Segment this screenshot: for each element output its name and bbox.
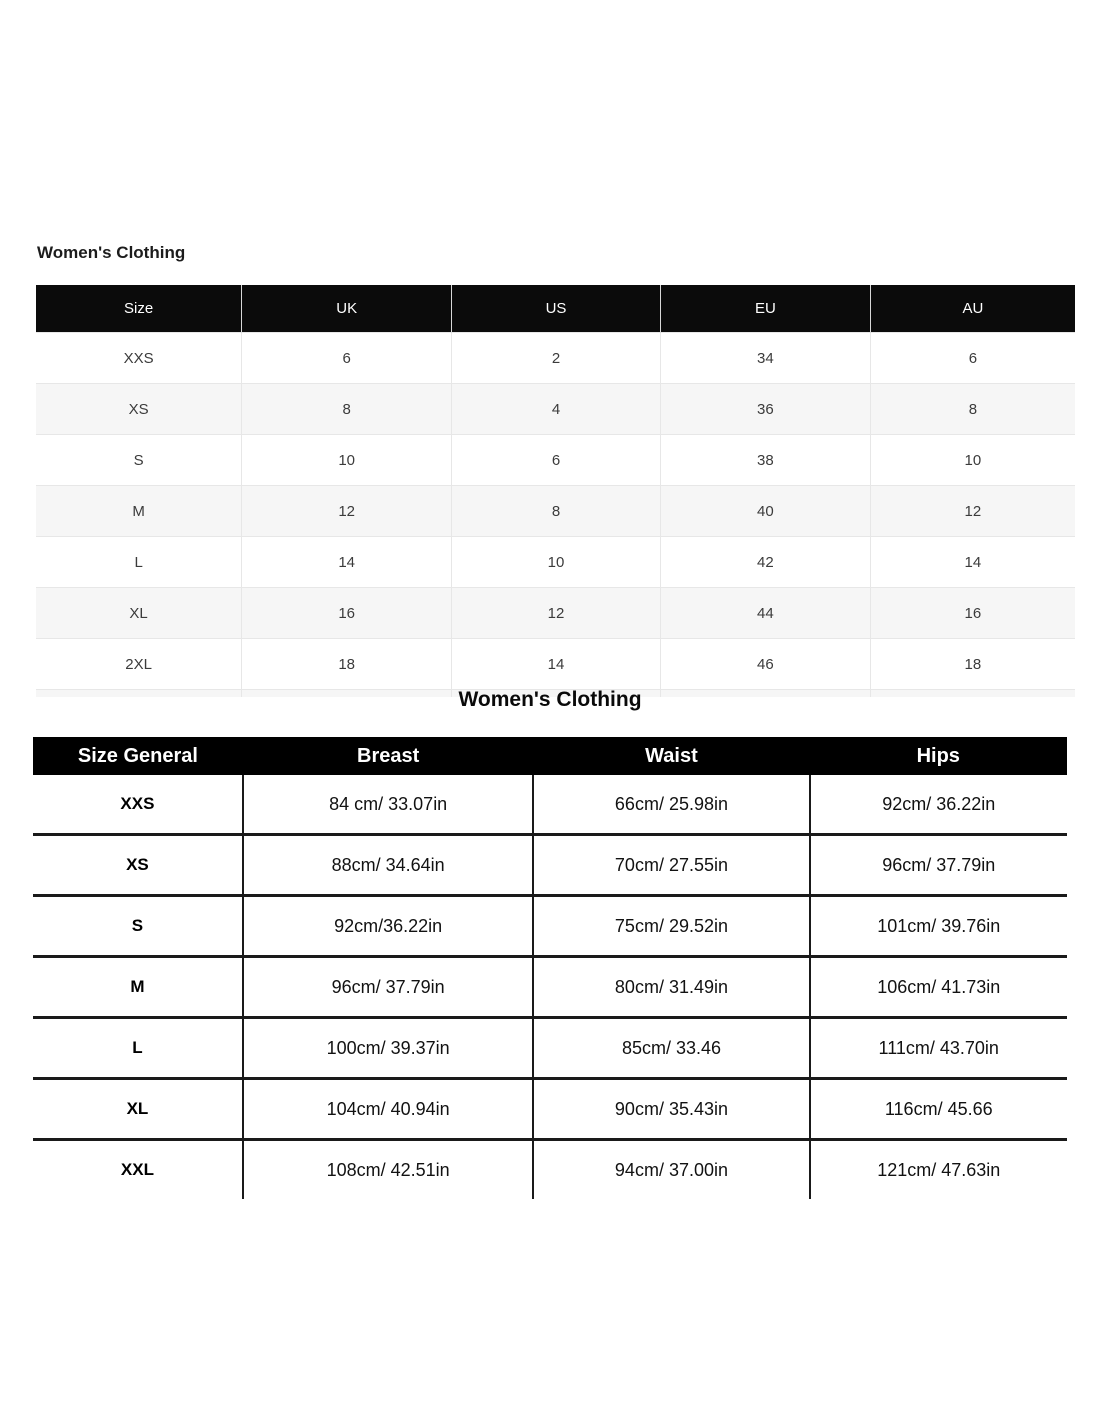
size-label-cell: S (36, 435, 242, 486)
table-row (33, 896, 1067, 957)
value-cell: 75cm/ 29.52in (533, 896, 809, 957)
page-title-measurements: Women's Clothing (458, 688, 642, 711)
value-cell: 121cm/ 47.63in (810, 1140, 1068, 1200)
column-header: US (452, 285, 661, 333)
size-label-cell: XS (36, 384, 242, 435)
value-cell: 101cm/ 39.76in (810, 896, 1068, 957)
size-label-cell: XXS (33, 775, 243, 835)
size-label-cell: XL (36, 588, 242, 639)
table-header-row (36, 285, 1075, 333)
value-cell: 4 (452, 384, 661, 435)
column-header: EU (660, 285, 870, 333)
value-cell: 111cm/ 43.70in (810, 1018, 1068, 1079)
value-cell: 18 (242, 639, 452, 690)
measurement-table (33, 737, 1067, 1199)
value-cell: 12 (452, 588, 661, 639)
table-row (33, 835, 1067, 896)
page-title-size-conversion: Women's Clothing (37, 243, 186, 262)
table-header-row (33, 737, 1067, 775)
value-cell: 70cm/ 27.55in (533, 835, 809, 896)
value-cell: 8 (870, 384, 1075, 435)
table-row (36, 333, 1075, 384)
value-cell: 6 (242, 333, 452, 384)
value-cell: 100cm/ 39.37in (243, 1018, 534, 1079)
value-cell: 96cm/ 37.79in (243, 957, 534, 1018)
size-label-cell: XL (33, 1079, 243, 1140)
size-label-cell: S (33, 896, 243, 957)
value-cell: 108cm/ 42.51in (243, 1140, 534, 1200)
size-label-cell: 2XL (36, 639, 242, 690)
measurement-grid (33, 737, 1067, 1199)
value-cell: 8 (242, 384, 452, 435)
size-label-cell: XXL (33, 1140, 243, 1200)
value-cell: 90cm/ 35.43in (533, 1079, 809, 1140)
value-cell: 14 (870, 537, 1075, 588)
column-header: Hips (810, 737, 1068, 775)
value-cell: 34 (660, 333, 870, 384)
value-cell: 8 (452, 486, 661, 537)
table-row (33, 775, 1067, 835)
table-row (36, 537, 1075, 588)
table-row (33, 1140, 1067, 1200)
value-cell: 38 (660, 435, 870, 486)
value-cell: 85cm/ 33.46 (533, 1018, 809, 1079)
value-cell: 10 (870, 435, 1075, 486)
value-cell: 6 (452, 435, 661, 486)
size-label-cell: L (33, 1018, 243, 1079)
column-header: Size General (33, 737, 243, 775)
value-cell: 16 (242, 588, 452, 639)
value-cell: 104cm/ 40.94in (243, 1079, 534, 1140)
value-cell: 10 (452, 537, 661, 588)
value-cell: 96cm/ 37.79in (810, 835, 1068, 896)
table-row (33, 1079, 1067, 1140)
value-cell: 36 (660, 384, 870, 435)
value-cell: 88cm/ 34.64in (243, 835, 534, 896)
value-cell: 42 (660, 537, 870, 588)
table-row (33, 1018, 1067, 1079)
column-header: UK (242, 285, 452, 333)
value-cell: 40 (660, 486, 870, 537)
value-cell: 10 (242, 435, 452, 486)
table-row (36, 639, 1075, 690)
column-header: Waist (533, 737, 809, 775)
value-cell: 94cm/ 37.00in (533, 1140, 809, 1200)
value-cell: 116cm/ 45.66 (810, 1079, 1068, 1140)
value-cell: 18 (870, 639, 1075, 690)
column-header: AU (870, 285, 1075, 333)
value-cell: 12 (870, 486, 1075, 537)
value-cell: 46 (660, 639, 870, 690)
value-cell: 92cm/36.22in (243, 896, 534, 957)
value-cell: 106cm/ 41.73in (810, 957, 1068, 1018)
table-row (36, 486, 1075, 537)
column-header: Size (36, 285, 242, 333)
value-cell: 92cm/ 36.22in (810, 775, 1068, 835)
value-cell: 44 (660, 588, 870, 639)
value-cell: 2 (452, 333, 661, 384)
table-row (36, 435, 1075, 486)
size-conversion-table (36, 285, 1075, 697)
size-label-cell: XXS (36, 333, 242, 384)
size-label-cell: M (36, 486, 242, 537)
table-row (36, 384, 1075, 435)
size-label-cell: M (33, 957, 243, 1018)
value-cell: 84 cm/ 33.07in (243, 775, 534, 835)
value-cell: 6 (870, 333, 1075, 384)
value-cell: 16 (870, 588, 1075, 639)
size-label-cell: L (36, 537, 242, 588)
column-header: Breast (243, 737, 534, 775)
value-cell: 80cm/ 31.49in (533, 957, 809, 1018)
size-label-cell: XS (33, 835, 243, 896)
value-cell: 14 (452, 639, 661, 690)
table-row (33, 957, 1067, 1018)
value-cell: 14 (242, 537, 452, 588)
size-conversion-grid (36, 285, 1075, 697)
table-row (36, 588, 1075, 639)
value-cell: 66cm/ 25.98in (533, 775, 809, 835)
value-cell: 12 (242, 486, 452, 537)
